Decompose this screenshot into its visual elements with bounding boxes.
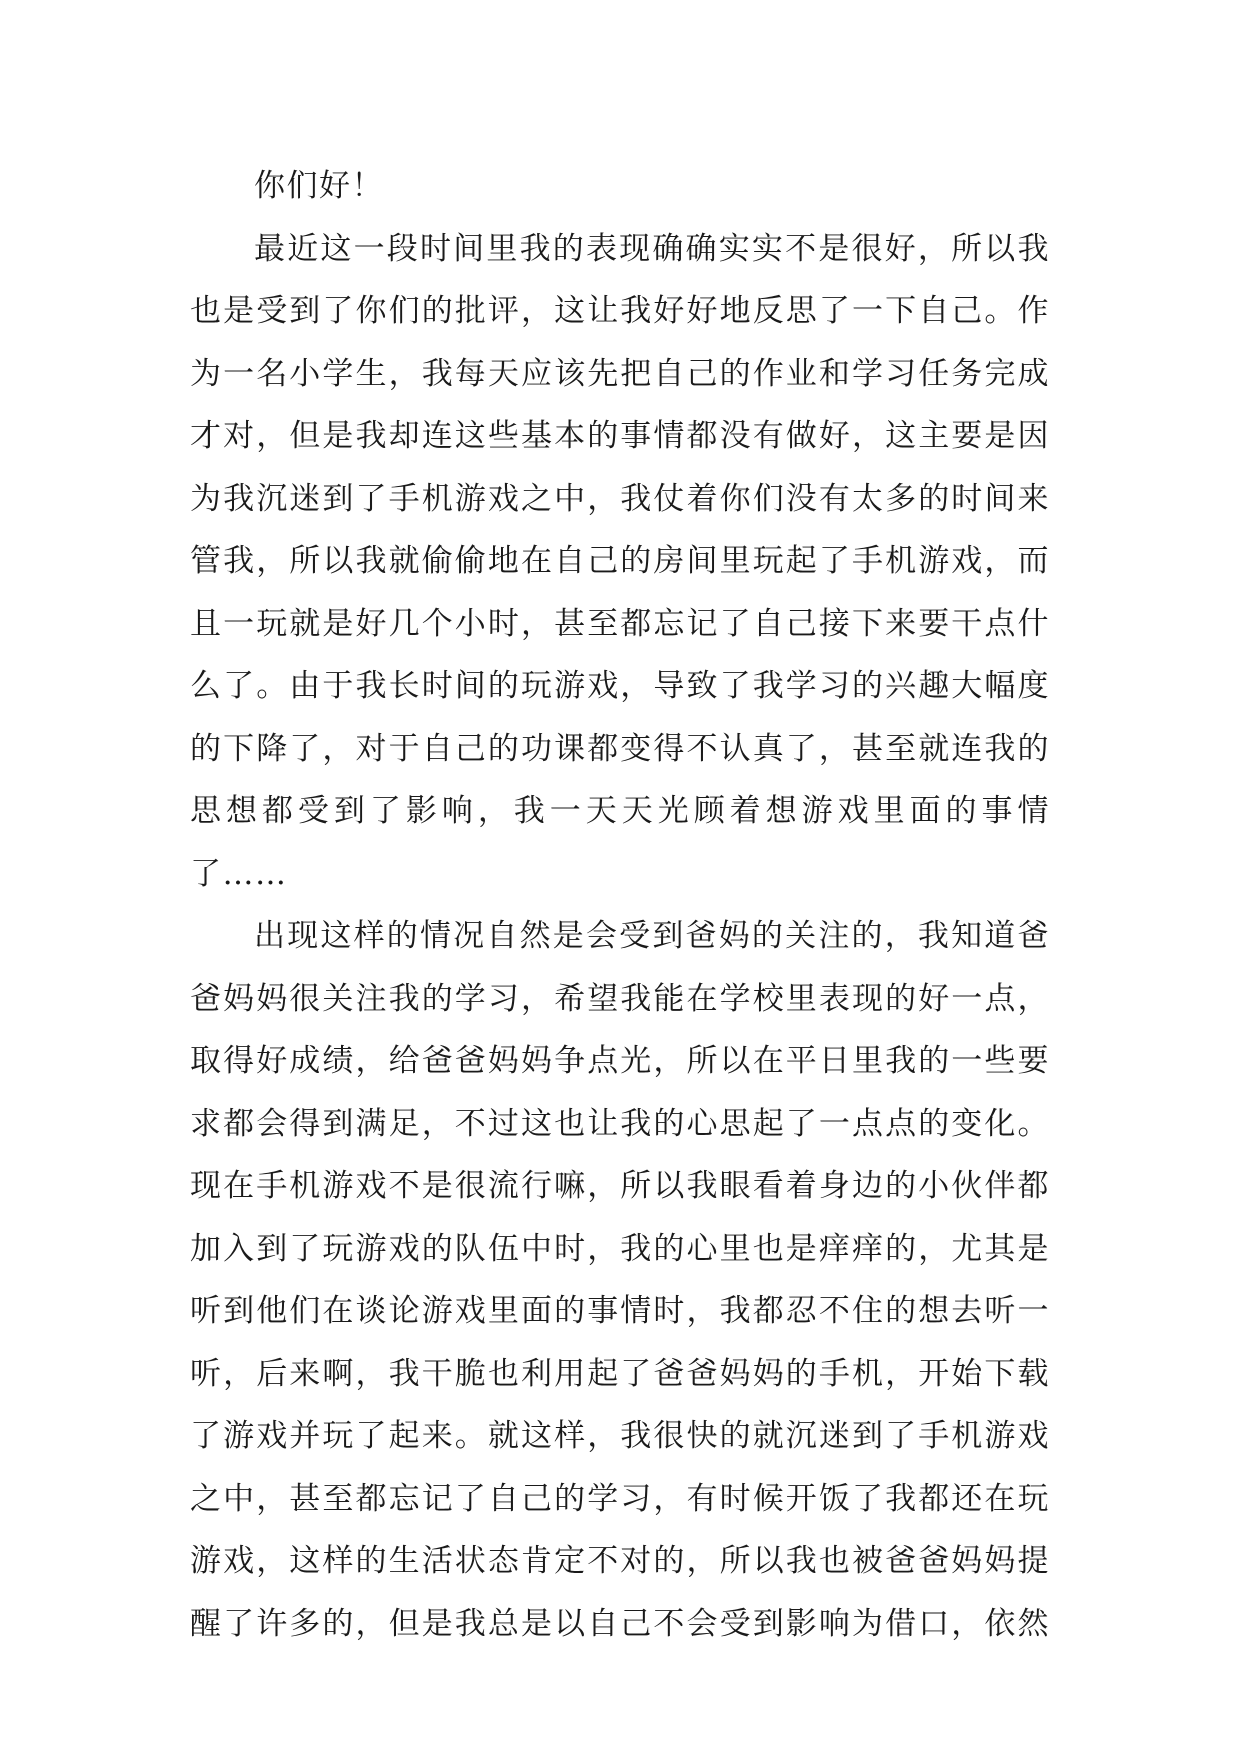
paragraph-2-line: 取得好成绩，给爸爸妈妈争点光，所以在平日里我的一些要 <box>190 1043 1050 1079</box>
paragraph-2-line: 出现这样的情况自然是会受到爸妈的关注的，我知道爸 <box>254 918 1050 954</box>
paragraph-1-line: 管我，所以我就偷偷地在自己的房间里玩起了手机游戏，而 <box>190 543 1050 579</box>
paragraph-2-line: 游戏，这样的生活状态肯定不对的，所以我也被爸爸妈妈提 <box>190 1543 1050 1579</box>
paragraph-1-line: 也是受到了你们的批评，这让我好好地反思了一下自己。作 <box>190 293 1050 329</box>
paragraph-2-line: 求都会得到满足，不过这也让我的心思起了一点点的变化。 <box>190 1105 1050 1142</box>
paragraph-1-line: 为我沉迷到了手机游戏之中，我仗着你们没有太多的时间来 <box>190 480 1050 517</box>
paragraph-1-line: 才对，但是我却连这些基本的事情都没有做好，这主要是因 <box>190 418 1050 454</box>
paragraph-1-line: 思想都受到了影响，我一天天光顾着想游戏里面的事情 <box>190 793 1050 829</box>
paragraph-1-line: 为一名小学生，我每天应该先把自己的作业和学习任务完成 <box>190 355 1050 392</box>
paragraph-2-line: 听，后来啊，我干脆也利用起了爸爸妈妈的手机，开始下载 <box>190 1355 1050 1392</box>
document-body <box>190 155 1050 1655</box>
paragraph-2-line: 了游戏并玩了起来。就这样，我很快的就沉迷到了手机游戏 <box>190 1418 1050 1454</box>
paragraph-2-line: 之中，甚至都忘记了自己的学习，有时候开饭了我都还在玩 <box>190 1480 1050 1517</box>
paragraph-2-line: 爸妈妈很关注我的学习，希望我能在学校里表现的好一点， <box>190 980 1050 1017</box>
paragraph-1-line: 的下降了，对于自己的功课都变得不认真了，甚至就连我的 <box>190 730 1050 767</box>
paragraph-2-line: 醒了许多的，但是我总是以自己不会受到影响为借口，依然 <box>190 1605 1050 1642</box>
paragraph-2-line: 现在手机游戏不是很流行嘛，所以我眼看着身边的小伙伴都 <box>190 1168 1050 1204</box>
paragraph-2-line: 听到他们在谈论游戏里面的事情时，我都忍不住的想去听一 <box>190 1293 1050 1329</box>
paragraph-1-line: 么了。由于我长时间的玩游戏，导致了我学习的兴趣大幅度 <box>190 668 1050 704</box>
paragraph-1-line: 最近这一段时间里我的表现确确实实不是很好，所以我 <box>254 230 1050 267</box>
greeting-line: 你们好！ <box>254 168 384 204</box>
paragraph-1-line: 且一玩就是好几个小时，甚至都忘记了自己接下来要干点什 <box>190 605 1050 642</box>
paragraph-2-line: 加入到了玩游戏的队伍中时，我的心里也是痒痒的，尤其是 <box>190 1230 1050 1267</box>
paragraph-1-line: 了…… <box>190 855 288 892</box>
